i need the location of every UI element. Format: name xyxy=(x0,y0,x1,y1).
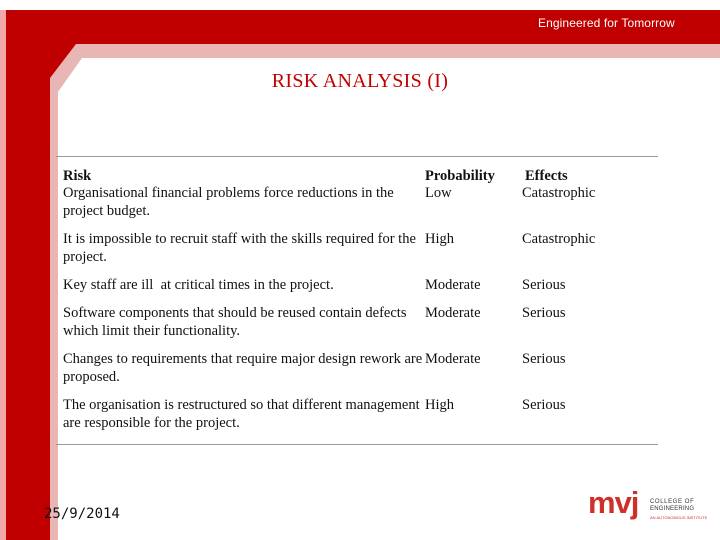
probability-cell: Low xyxy=(425,185,452,201)
risk-cell: The organisation is restructured so that different management are responsible for the project. xyxy=(63,397,420,431)
table-row xyxy=(56,184,658,230)
logo-line-college: COLLEGE OF xyxy=(650,499,695,505)
effects-cell: Serious xyxy=(522,351,566,367)
effects-cell: Serious xyxy=(522,277,566,293)
table-row xyxy=(56,276,658,304)
college-logo xyxy=(588,485,708,526)
risk-cell: Software components that should be reused contain defects which limit their functionality. xyxy=(63,305,407,339)
effects-cell: Catastrophic xyxy=(522,231,596,247)
table-row xyxy=(56,396,658,444)
table-row xyxy=(56,230,658,276)
probability-cell: Moderate xyxy=(425,305,481,321)
table-row xyxy=(56,304,658,350)
risk-cell: It is impossible to recruit staff with the skills required for the project. xyxy=(63,231,416,265)
probability-cell: High xyxy=(425,397,454,413)
effects-cell: Serious xyxy=(522,305,566,321)
logo-line-engineering: ENGINEERING xyxy=(650,506,695,512)
risk-cell: Changes to requirements that require major design rework are proposed. xyxy=(63,351,423,385)
logo-mark: mvj xyxy=(588,485,639,520)
probability-cell: Moderate xyxy=(425,351,481,367)
table-header-row xyxy=(56,157,658,184)
probability-cell: High xyxy=(425,231,454,247)
effects-cell: Catastrophic xyxy=(522,185,596,201)
slide-date: 25/9/2014 xyxy=(44,506,120,522)
header-effects: Effects xyxy=(525,168,568,184)
header-risk: Risk xyxy=(63,168,92,184)
table-row xyxy=(56,350,658,396)
risk-cell: Organisational financial problems force reductions in the project budget. xyxy=(63,185,394,219)
logo-line-autonomous: AN AUTONOMOUS INSTITUTE xyxy=(650,515,708,520)
tagline: Engineered for Tomorrow xyxy=(538,16,675,30)
effects-cell: Serious xyxy=(522,397,566,413)
risk-table xyxy=(56,156,658,445)
probability-cell: Moderate xyxy=(425,277,481,293)
header-probability: Probability xyxy=(425,168,495,184)
risk-cell: Key staff are ill at critical times in the project. xyxy=(63,277,334,293)
slide-title: RISK ANALYSIS (I) xyxy=(271,70,449,92)
